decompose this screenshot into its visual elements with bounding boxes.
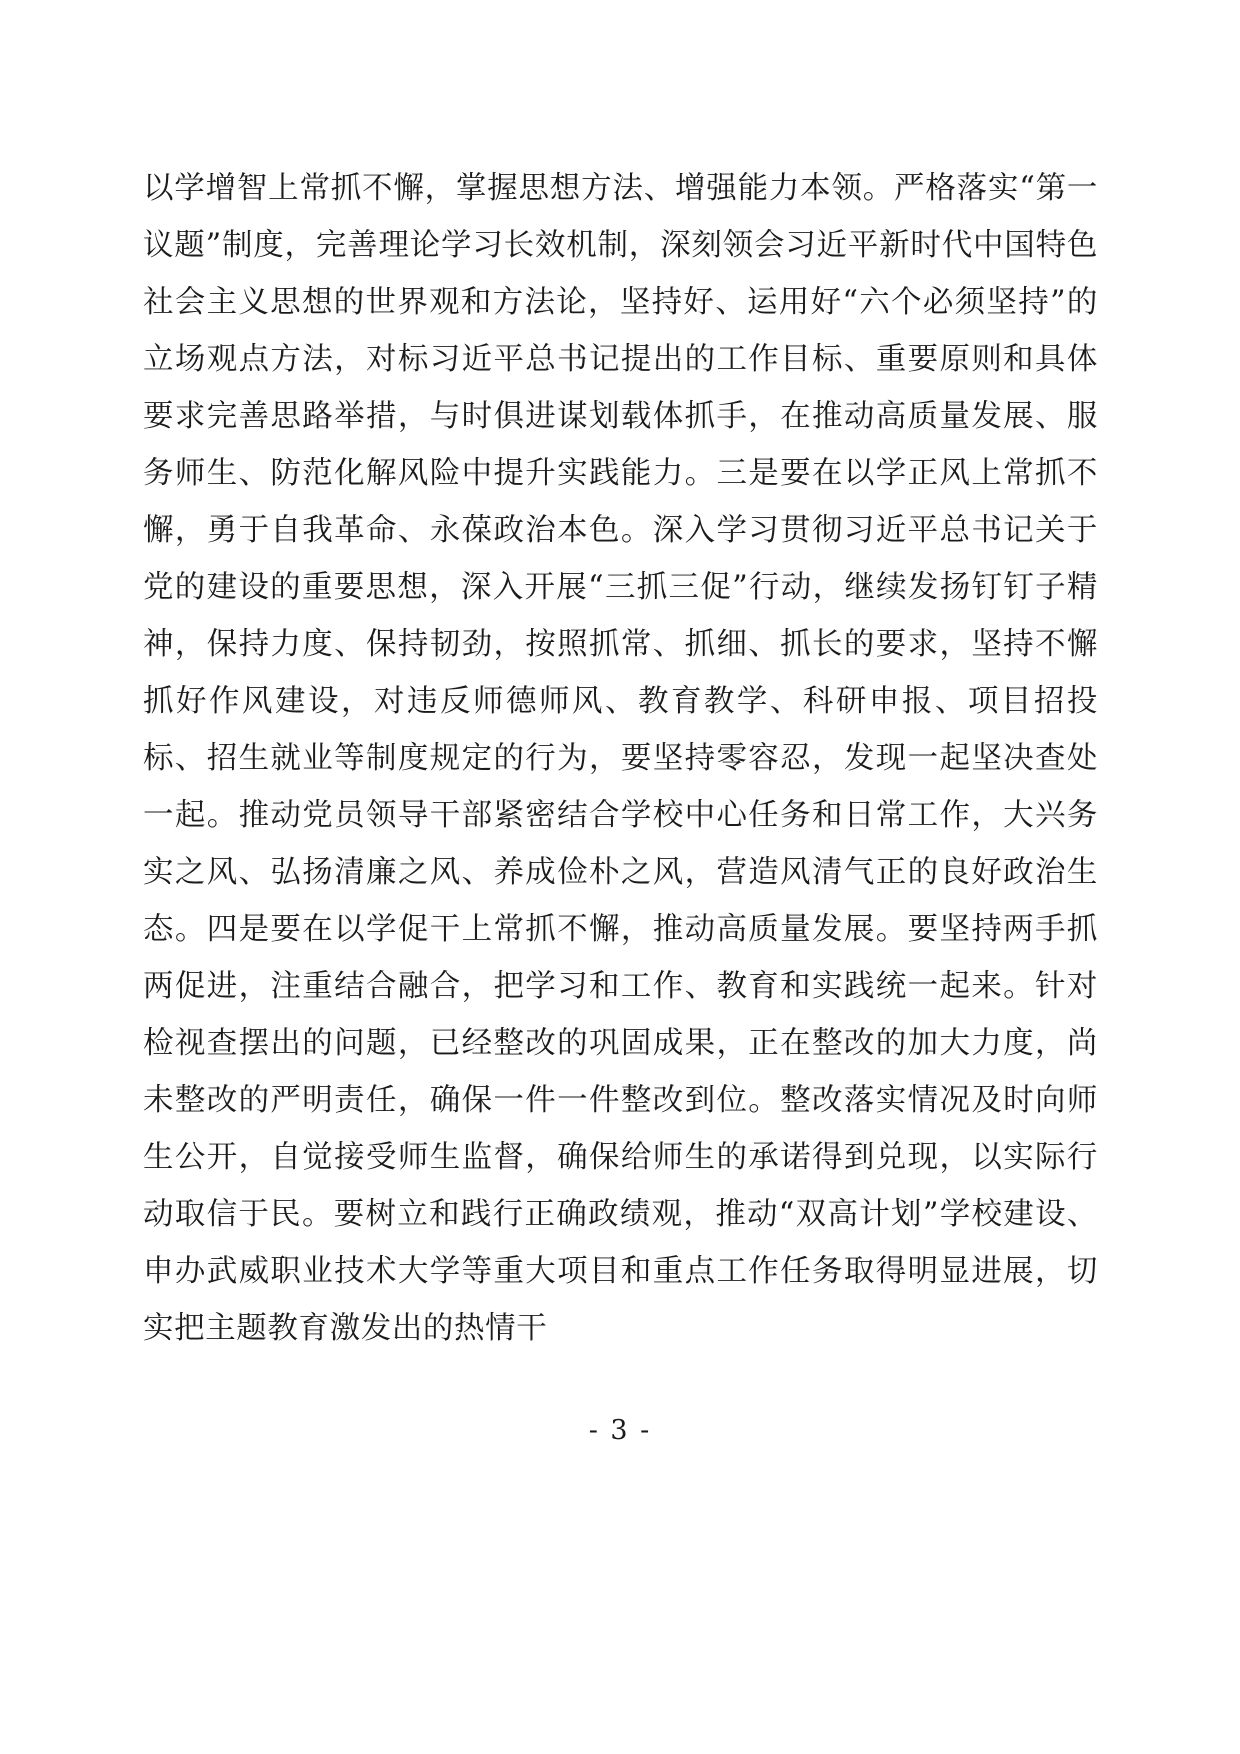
body-paragraph: 以学增智上常抓不懈，掌握思想方法、增强能力本领。严格落实“第一议题”制度，完善理论学习长效机制，深刻领会习近平新时代中国特色社会主义思想的世界观和方法论，坚持好、运用好“六个必须坚持”的立场观点方法，对标习近平总书记提出的工作目标、重要原则和具体要求完善思路举措，与时俱进谋划载体抓手，在推动高质量发展、服务师生、防范化解风险中提升实践能力。三是要在以学正风上常抓不懈，勇于自我革命、永葆政治本色。深入学习贯彻习近平总书记关于党的建设的重要思想，深入开展“三抓三促”行动，继续发扬钉钉子精神，保持力度、保持韧劲，按照抓常、抓细、抓长的要求，坚持不懈抓好作风建设，对违反师德师风、教育教学、科研申报、项目招投标、招生就业等制度规定的行为，要坚持零容忍，发现一起坚决查处一起。推动党员领导干部紧密结合学校中心任务和日常工作，大兴务实之风、弘扬清廉之风、养成俭朴之风，营造风清气正的良好政治生态。四是要在以学促干上常抓不懈，推动高质量发展。要坚持两手抓两促进，注重结合融合，把学习和工作、教育和实践统一起来。针对检视查摆出的问题，已经整改的巩固成果，正在整改的加大力度，尚未整改的严明责任，确保一件一件整改到位。整改落实情况及时向师生公开，自觉接受师生监督，确保给师生的承诺得到兑现，以实际行动取信于民。要树立和践行正确政绩观，推动“双高计划”学校建设、申办武威职业技术大学等重大项目和重点工作任务取得明显进展，切实把主题教育激发出的热情干 <box>143 171 1098 1346</box>
document-body <box>143 160 1098 1357</box>
page-number: - 3 - <box>588 1415 652 1446</box>
